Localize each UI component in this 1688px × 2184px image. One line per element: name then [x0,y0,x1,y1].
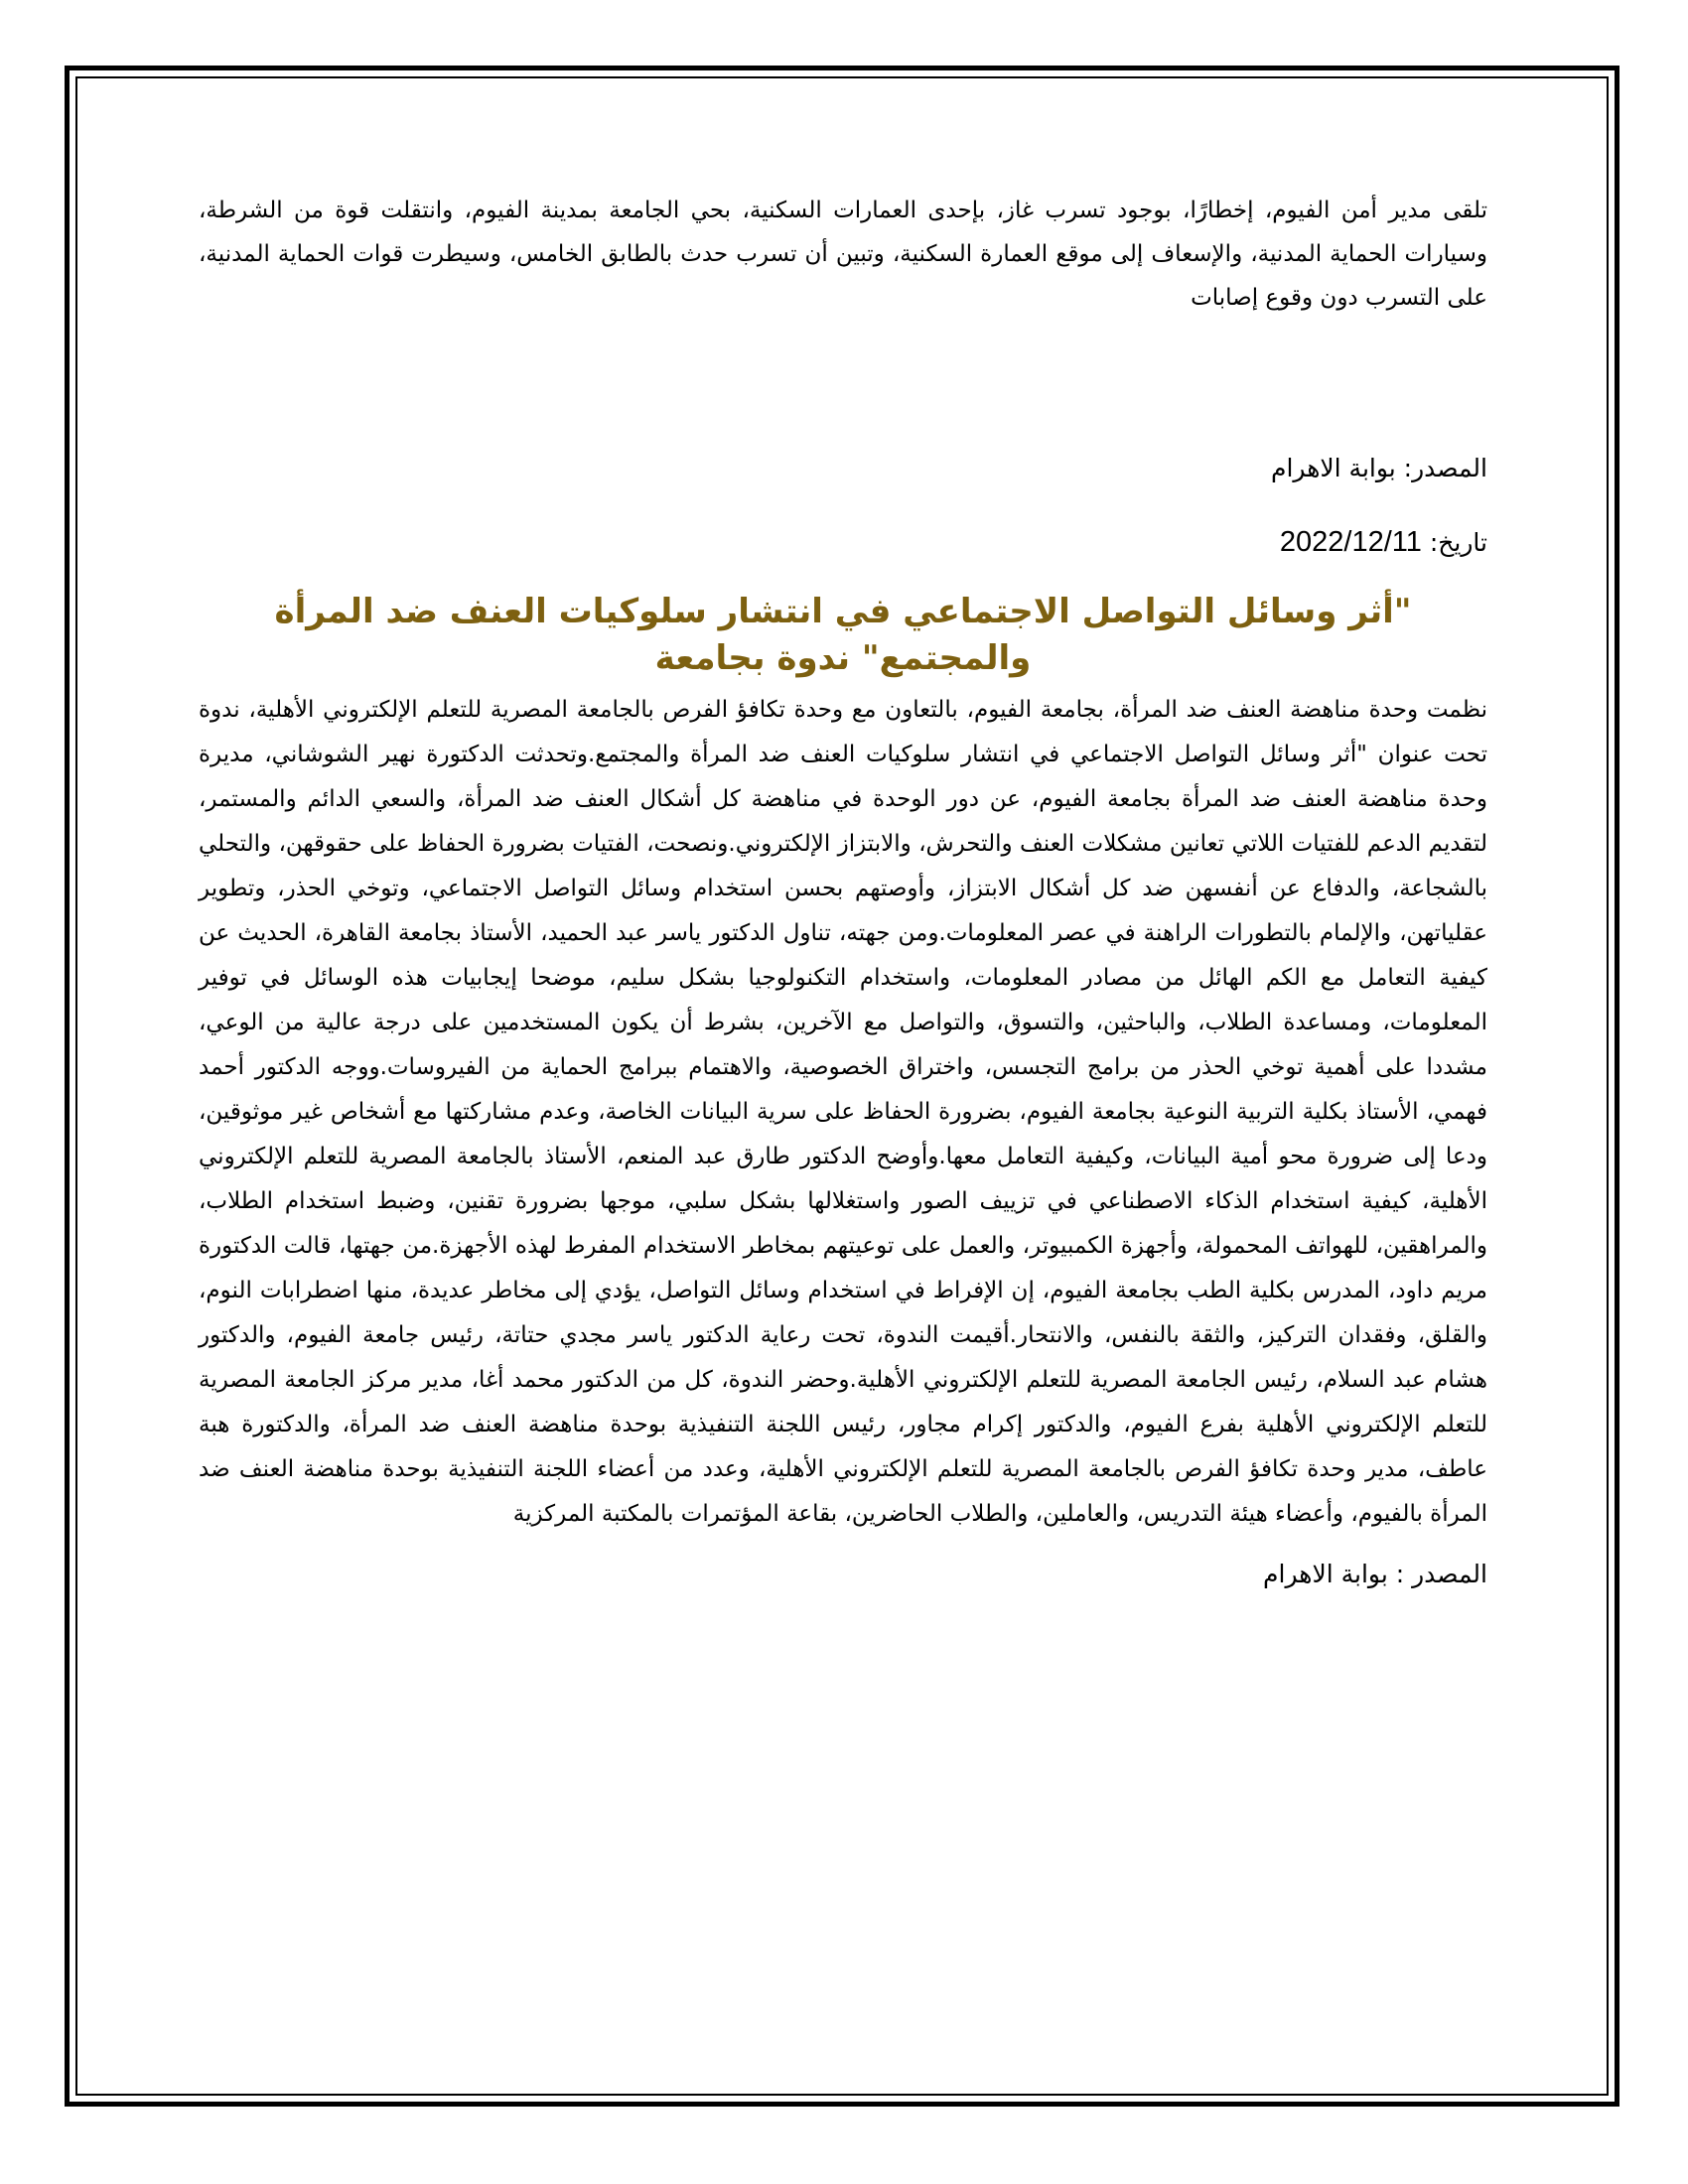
source-line-footer: المصدر : بوابة الاهرام [1263,1560,1487,1588]
date-line [199,522,1487,563]
article-body: نظمت وحدة مناهضة العنف ضد المرأة، بجامعة الفيوم، بالتعاون مع وحدة تكافؤ الفرص بالجامعة المصرية للتعلم الإلكتروني الأهلية، ندوة تحت عنوان "أثر وسائل التواصل الاجتماعي في انتشار سلوكيات العنف ضد المرأة والمجتمع.وتحدثت الدكتورة نهير الشوشاني، مديرة وحدة مناهضة العنف ضد المرأة بجامعة الفيوم، عن دور الوحدة في مناهضة كل أشكال العنف ضد المرأة، والسعي الدائم والمستمر، لتقديم الدعم للفتيات اللاتي تعانين مشكلات العنف والتحرش، والابتزاز الإلكتروني.ونصحت، الفتيات بضرورة الحفاظ على حقوقهن، والتحلي بالشجاعة، والدفاع عن أنفسهن ضد كل أشكال الابتزاز، وأوصتهم بحسن استخدام وسائل التواصل الاجتماعي، وتوخي الحذر، وتطوير عقلياتهن، والإلمام بالتطورات الراهنة في عصر المعلومات.ومن جهته، تناول الدكتور ياسر عبد الحميد، الأستاذ بجامعة القاهرة، الحديث عن كيفية التعامل مع الكم الهائل من مصادر المعلومات، واستخدام التكنولوجيا بشكل سليم، موضحا إيجابيات هذه الوسائل في توفير المعلومات، ومساعدة الطلاب، والباحثين، والتسوق، والتواصل مع الآخرين، بشرط أن يكون المستخدمين على درجة عالية من الوعي، مشددا على أهمية توخي الحذر من برامج التجسس، واختراق الخصوصية، والاهتمام ببرامج الحماية من الفيروسات.ووجه الدكتور أحمد فهمي، الأستاذ بكلية التربية النوعية بجامعة الفيوم، بضرورة الحفاظ على سرية البيانات الخاصة، وعدم مشاركتها مع أشخاص غير موثوقين، ودعا إلى ضرورة محو أمية البيانات، وكيفية التعامل معها.وأوضح الدكتور طارق عبد المنعم، الأستاذ بالجامعة المصرية للتعلم الإلكتروني الأهلية، كيفية استخدام الذكاء الاصطناعي في تزييف الصور واستغلالها بشكل سلبي، موجها بضرورة تقنين، وضبط استخدام الطلاب، والمراهقين، للهواتف المحمولة، وأجهزة الكمبيوتر، والعمل على توعيتهم بمخاطر الاستخدام المفرط لهذه الأجهزة.من جهتها، قالت الدكتورة مريم داود، المدرس بكلية الطب بجامعة الفيوم، إن الإفراط في استخدام وسائل التواصل، يؤدي إلى مخاطر عديدة، منها اضطرابات النوم، والقلق، وفقدان التركيز، والثقة بالنفس، والانتحار.أقيمت الندوة، تحت رعاية الدكتور ياسر مجدي حتاتة، رئيس جامعة الفيوم، والدكتور هشام عبد السلام، رئيس الجامعة المصرية للتعلم الإلكتروني الأهلية.وحضر الندوة، كل من الدكتور محمد أغا، مدير مركز الجامعة المصرية للتعلم الإلكتروني الأهلية بفرع الفيوم، والدكتور إكرام مجاور، رئيس اللجنة التنفيذية بوحدة مناهضة العنف ضد المرأة، والدكتورة هبة عاطف، مدير وحدة تكافؤ الفرص بالجامعة المصرية للتعلم الإلكتروني الأهلية، وعدد من أعضاء اللجنة التنفيذية بوحدة مناهضة العنف ضد المرأة بالفيوم، وأعضاء هيئة التدريس، والعاملين، والطلاب الحاضرين، بقاعة المؤتمرات بالمكتبة المركزية [199,697,1487,1527]
date-value: 2022/12/11 [1279,526,1422,558]
date-label: تاريخ: [1429,528,1487,557]
intro-paragraph: تلقى مدير أمن الفيوم، إخطارًا، بوجود تسرب غاز، بإحدى العمارات السكنية، بحي الجامعة بمدينة الفيوم، وانتقلت قوة من الشرطة، وسيارات الحماية المدنية، والإسعاف إلى موقع العمارة السكنية، وتبين أن تسرب حدث بالطابق الخامس، وسيطرت قوات الحماية المدنية، على التسرب دون وقوع إصابات [199,198,1487,311]
source-line: المصدر: بوابة الاهرام [1271,454,1487,482]
document-content [199,189,1487,1594]
article-title: "أثر وسائل التواصل الاجتماعي في انتشار سلوكيات العنف ضد المرأة والمجتمع" ندوة بجامعة [274,592,1412,678]
